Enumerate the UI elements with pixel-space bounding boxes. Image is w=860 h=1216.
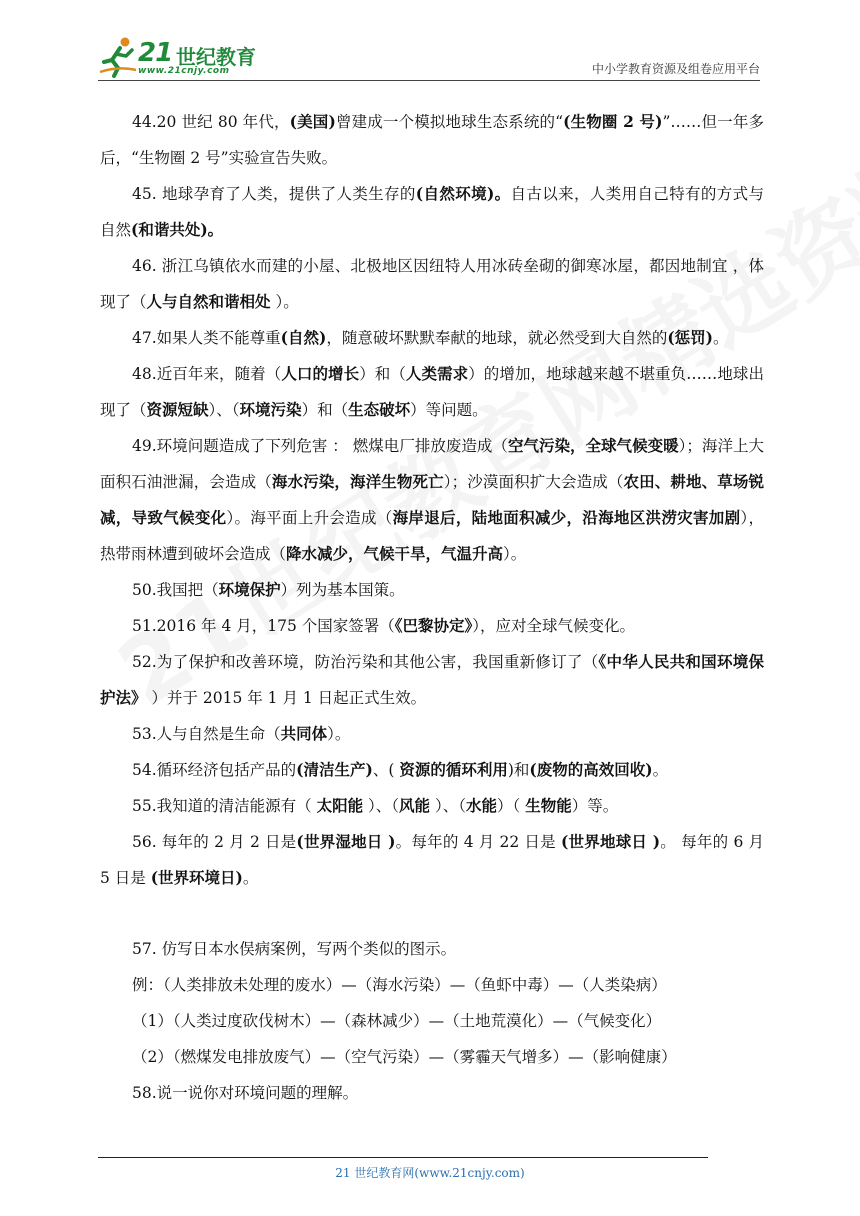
answer-text: 生态破坏 [348,400,411,419]
answer-text: (世界环境日) [150,868,243,887]
question-text: 45. 地球孕育了人类，提供了人类生存的 [132,185,416,203]
answer-text: (生物圈 2 号) [563,112,663,131]
question-text: 。 [652,761,669,779]
question-text: ），热带雨林遭到破坏会造成（ [100,509,764,563]
question-text: ）。海平面上升会造成（ [226,509,393,527]
answer-text: 环境保护 [218,580,281,599]
question-paragraph: 例：（人类排放未处理的废水）—（海水污染）—（鱼虾中毒）—（人类染病） [132,976,667,994]
header-divider [98,80,760,81]
question-paragraph [100,752,764,788]
question-text: 53.人与自然是生命（ [132,725,281,743]
footer-text: 21 世纪教育网(www.21cnjy.com) [335,1166,525,1180]
section-gap [100,896,764,931]
answer-text: (世界地球日 ) [561,832,661,851]
answer-text: 《巴黎协定》 [394,616,473,635]
question-text: 55.我知道的清洁能源有（ [132,797,317,815]
question-paragraph [100,824,764,896]
question-paragraph: （1）（人类过度砍伐树木）—（森林减少）—（土地荒漠化）—（气候变化） [132,1012,662,1030]
running-figure-icon [98,36,138,78]
question-text: 56. 每年的 2 月 2 日是 [132,833,297,851]
answer-text: 风能 [399,796,431,815]
question-list [100,104,764,896]
question-text: 44.20 世纪 80 年代， [132,113,290,131]
answer-text: 《中华人民共和国环境保护法》 [100,652,764,707]
question-text: ）和（ [359,365,406,383]
question-text: 50.我国把（ [132,581,219,599]
answer-text: 水能 [465,796,497,815]
answer-text: (废物的高效回收) [529,760,653,779]
answer-text: 太阳能 [316,796,364,815]
header-title: 中小学教育资源及组卷应用平台 [591,62,760,76]
answer-text: 人口的增长 [281,364,360,383]
question-paragraph [100,248,764,320]
question-text: 曾建成一个模拟地球生态系统的“ [335,113,564,131]
page-header [98,34,760,82]
answer-text: 空气污染，全球气候变暖 [507,436,679,455]
question-paragraph: 58.说一说你对环境问题的理解。 [132,1084,359,1102]
question-text: 。每年的 4 月 22 日是 [395,833,561,851]
question-paragraph [100,608,764,644]
question-paragraph [100,104,764,176]
question-text: ）。 [327,725,351,743]
question-paragraph [100,176,764,248]
question-text: 54.循环经济包括产品的 [132,761,297,779]
answer-text: 人与自然和谐相处 [146,292,271,311]
question-text: ）列为基本国策。 [280,581,405,599]
question-text: 49.环境问题造成了下列危害 ： 燃煤电厂排放废造成（ [132,437,508,455]
question-text: ）和（ [301,401,349,419]
question-paragraph [100,572,764,608]
question-text: ）、（ [430,797,466,815]
question-text: ”……但一年多后，“生物圈 2 号”实验宣告失败。 [100,113,764,167]
question-text: 51.2016 年 4 月，175 个国家签署（ [132,617,395,635]
answer-text: 生物能 [525,796,572,815]
question-paragraph [100,644,764,716]
answer-text: (美国) [289,112,336,131]
answer-text: 海水污染，海洋生物死亡 [271,472,444,491]
answer-text: 人类需求 [405,364,469,383]
question-text: 。 [713,329,729,347]
question-paragraph: （2）（燃煤发电排放废气）—（空气污染）—（雾霾天气增多）—（影响健康） [132,1048,677,1066]
answer-text: (自然环境)。 [415,184,511,203]
answer-text: (清洁生产) [296,760,373,779]
question-text: 。 [242,869,259,887]
question-paragraph [100,788,764,824]
question-text: ）；海洋上大面积石油泄漏，会造成（ [100,437,764,491]
question-paragraph: 57. 仿写日本水俣病案例，写两个类似的图示。 [132,940,457,958]
question-text: ）并于 2015 年 1 月 1 日起正式生效。 [146,689,427,707]
question-text: ）等。 [571,797,619,815]
answer-text: 环境污染 [239,400,302,419]
question-text: ）、（ [208,401,240,419]
footer-divider [98,1157,708,1158]
answer-text: 海岸退后，陆地面积减少，沿海地区洪涝灾害加剧 [392,508,741,527]
question-text: 、( [372,761,400,779]
question-text: ）（ [497,797,526,815]
question-text: ）；沙漠面积扩大会造成（ [443,473,624,491]
question-text: ）、（ [363,797,400,815]
question-text: ）。 [503,545,527,563]
answer-text: (世界湿地日 ) [296,832,396,851]
question-text: 46. 浙江乌镇依水而建的小屋、北极地区因纽特人用冰砖垒砌的御寒冰屋，都因地制宜 ，体现了（ [100,257,764,311]
answer-text: 共同体 [280,724,328,743]
answer-text: 资源的循环利用 [399,760,508,779]
question-paragraph [100,356,764,428]
question-paragraph [100,428,764,572]
answer-text: (和谐共处)。 [131,220,224,239]
question-text: 。 每年的 6 月 5 日是 [100,833,764,887]
answer-text: 资源短缺 [146,400,209,419]
answer-text: 降水减少，气候干旱，气温升高 [286,544,504,563]
site-logo [98,34,268,78]
question-paragraph [100,716,764,752]
document-body [100,104,764,1111]
question-paragraph [100,320,764,356]
question-text: 自古以来，人类用自己特有的方式与自然 [100,185,764,239]
question-text: ）等问题。 [410,401,488,419]
question-text: ，随意破坏默默奉献的地球，就必然受到大自然的 [326,329,668,347]
answer-text: 农田、耕地、草场锐减，导致气候变化 [100,472,764,527]
question-text: )和 [507,761,530,779]
question-list-2 [100,931,764,1111]
question-text: 47.如果人类不能尊重 [132,329,281,347]
question-text: 52.为了保护和改善环境，防治污染和其他公害，我国重新修订了（ [132,653,599,671]
answer-text: (自然) [280,328,327,347]
question-text: 48.近百年来，随着（ [132,365,282,383]
logo-url: www.21cnjy.com [138,66,230,76]
answer-text: (惩罚) [667,328,714,347]
question-text: ）。 [270,293,299,311]
question-text: ），应对全球气候变化。 [472,617,636,635]
logo-number: 21 [138,38,173,68]
logo-text: 世纪教育 [176,45,256,69]
question-text: ）的增加，地球越来越不堪重负……地球出现了（ [100,365,764,419]
